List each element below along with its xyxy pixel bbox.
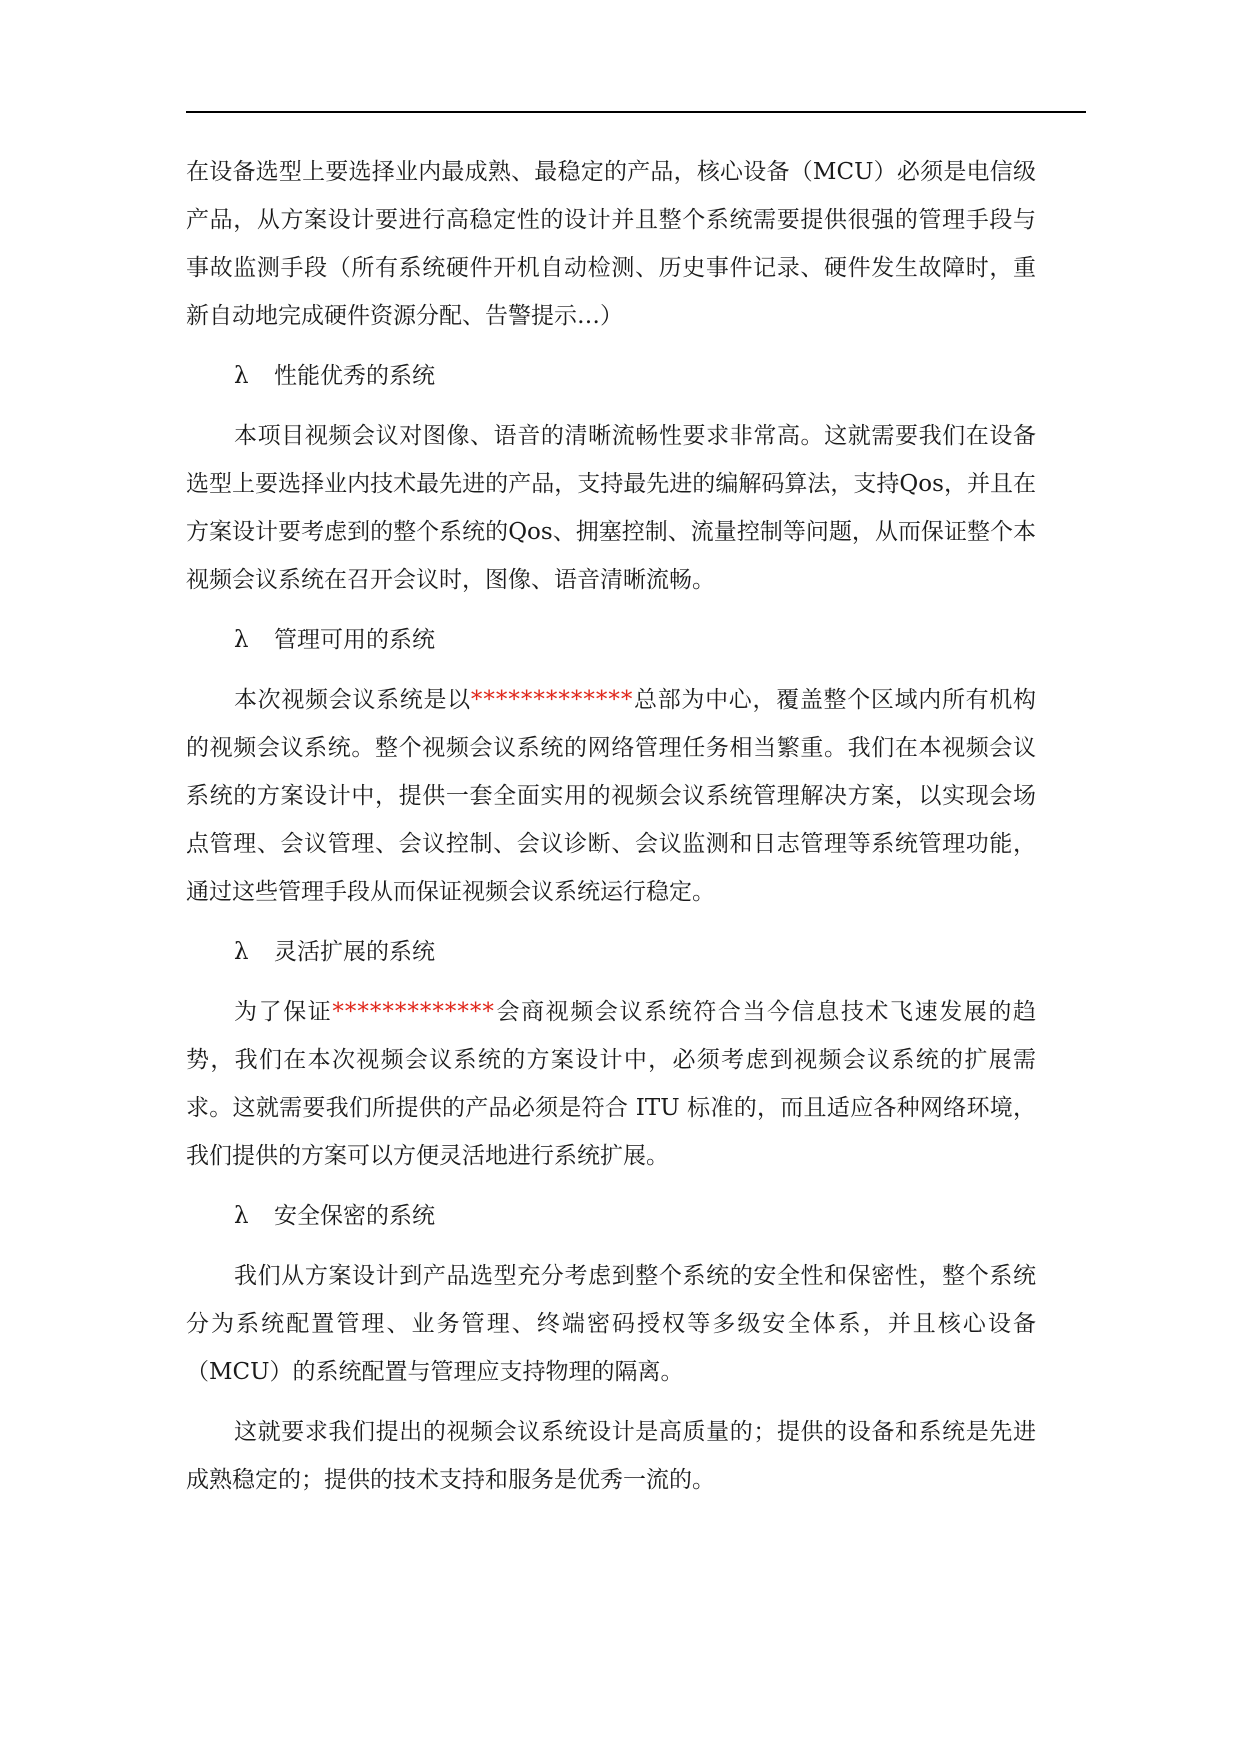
bullet-extension <box>186 928 1036 976</box>
paragraph-management <box>186 676 1036 916</box>
bullet-heading: 管理可用的系统 <box>274 627 435 653</box>
paragraph-performance: 本项目视频会议对图像、语音的清晰流畅性要求非常高。这就需要我们在设备选型上要选择业内技术最先进的产品，支持最先进的编解码算法，支持Qos，并且在方案设计要考虑到的整个系统的Qos、拥塞控制、流量控制等问题，从而保证整个本视频会议系统在召开会议时，图像、语音清晰流畅。 <box>186 423 1036 593</box>
redacted-name: ************* <box>332 999 495 1025</box>
paragraph-extension <box>186 988 1036 1180</box>
bullet-management <box>186 616 1036 664</box>
lambda-bullet-icon: λ <box>234 363 249 389</box>
lambda-bullet-icon: λ <box>234 1203 249 1229</box>
bullet-performance <box>186 352 1036 400</box>
bullet-heading: 安全保密的系统 <box>274 1203 435 1229</box>
bullet-heading: 灵活扩展的系统 <box>274 939 435 965</box>
lambda-bullet-icon: λ <box>234 627 249 653</box>
text-segment: 会商视频会议系统符合当今信息技术飞速发展的趋势，我们在本次视频会议系统的方案设计中，必须考虑到视频会议系统的扩展需求。这就需要我们所提供的产品必须是符合 ITU 标准的，而且适应各种网络环境，我们提供的方案可以方便灵活地进行系统扩展。 <box>186 999 1037 1169</box>
text-segment: 为了保证 <box>234 999 333 1025</box>
paragraph-security: 我们从方案设计到产品选型充分考虑到整个系统的安全性和保密性，整个系统分为系统配置管理、业务管理、终端密码授权等多级安全体系，并且核心设备（MCU）的系统配置与管理应支持物理的隔离。 <box>186 1263 1036 1385</box>
lambda-bullet-icon: λ <box>234 939 249 965</box>
redacted-name: ************* <box>470 687 634 713</box>
text-segment: 总部为中心，覆盖整个区域内所有机构的视频会议系统。整个视频会议系统的网络管理任务相当繁重。我们在本视频会议系统的方案设计中，提供一套全面实用的视频会议系统管理解决方案，以实现会场点管理、会议管理、会议控制、会议诊断、会议监测和日志管理等系统管理功能，通过这些管理手段从而保证视频会议系统运行稳定。 <box>186 687 1037 905</box>
bullet-heading: 性能优秀的系统 <box>274 363 435 389</box>
document-body <box>186 148 1036 1516</box>
bullet-security <box>186 1192 1036 1240</box>
paragraph-conclusion: 这就要求我们提出的视频会议系统设计是高质量的；提供的设备和系统是先进成熟稳定的；提供的技术支持和服务是优秀一流的。 <box>186 1419 1036 1493</box>
header-rule <box>186 111 1086 113</box>
paragraph-intro: 在设备选型上要选择业内最成熟、最稳定的产品，核心设备（MCU）必须是电信级产品，从方案设计要进行高稳定性的设计并且整个系统需要提供很强的管理手段与事故监测手段（所有系统硬件开机自动检测、历史事件记录、硬件发生故障时，重新自动地完成硬件资源分配、告警提示…） <box>186 159 1036 329</box>
text-segment: 本次视频会议系统是以 <box>234 687 471 713</box>
